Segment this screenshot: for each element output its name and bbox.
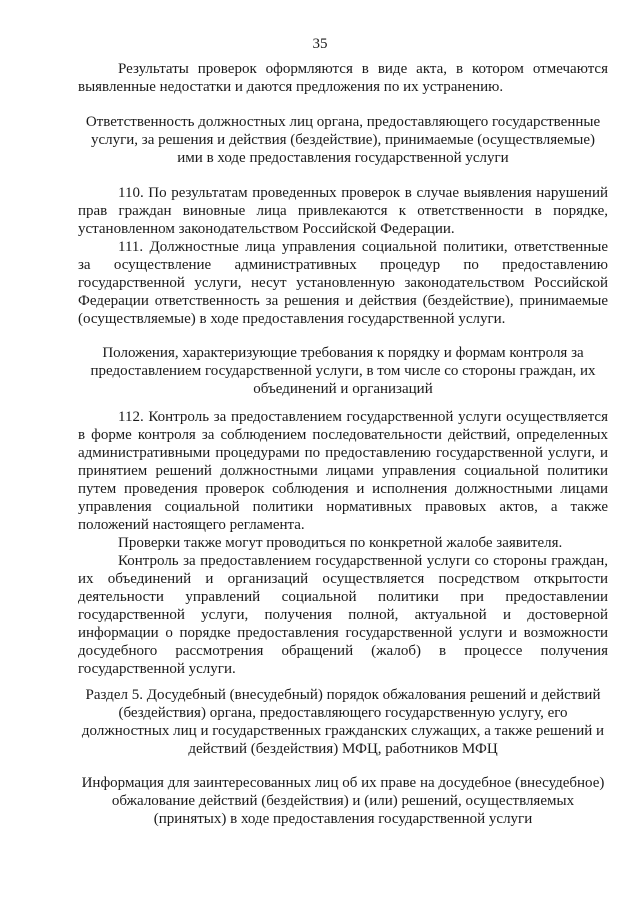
paragraph-112-section xyxy=(78,408,608,678)
paragraph-checks: Проверки также могут проводиться по конкретной жалобе заявителя. xyxy=(118,535,563,551)
provisions-section xyxy=(78,344,608,398)
paragraph-results: Результаты проверок оформляются в виде акта, в котором отмечаются выявленные недостатки и даются предложения по их устранению. xyxy=(78,61,608,95)
heading-provisions: Положения, характеризующие требования к порядку и формам контроля за предоставлением государственной услуги, в том числе со стороны граждан, их объединений и организаций xyxy=(90,345,596,397)
paragraph-control: Контроль за предоставлением государственной услуги со стороны граждан, их объединений и организаций осуществляется посредством открытости деятельности управлений социальной политики при предоставлении государственной услуги, получения полной, актуальной и достоверной информации о порядке предоставления государственной услуги и возможности досудебного рассмотрения обращений (жалоб) в процессе получения государственной услуги. xyxy=(78,553,608,677)
heading-section-5: Раздел 5. Досудебный (внесудебный) порядок обжалования решений и действий (бездействия) органа, предоставляющего государственную услугу, его должностных лиц и государственных гражданских служащих, а также решений и действий (бездействия) МФЦ, работников МФЦ xyxy=(81,687,605,757)
heading-info: Информация для заинтересованных лиц об их праве на досудебное (внесудебное) обжалование действий (бездействия) и (или) решений, осуществляемых (принятых) в ходе предоставления государственной услуги xyxy=(81,775,605,827)
results-section xyxy=(78,60,608,96)
paragraph-111: 111. Должностные лица управления социальной политики, ответственные за осуществление административных процедур по предоставлению государственной услуги, несут установленную законодательством Российской Федерации ответственность за решения и действия (бездействие), принимаемые (осуществляемые) в ходе предоставления государственной услуги. xyxy=(78,239,608,327)
paragraphs-110-111 xyxy=(78,184,608,328)
page-number: 35 xyxy=(312,36,328,52)
section-5 xyxy=(78,686,608,758)
paragraph-110: 110. По результатам проведенных проверок в случае выявления нарушений прав граждан виновные лица привлекаются к ответственности в порядке, установленном законодательством Российской Федерации. xyxy=(78,185,608,237)
info-section xyxy=(78,774,608,828)
heading-responsibility: Ответственность должностных лиц органа, предоставляющего государственные услуги, за решения и действия (бездействие), принимаемые (осуществляемые) ими в ходе предоставления государственной услуги xyxy=(85,114,601,166)
responsibility-section xyxy=(78,113,608,167)
paragraph-112: 112. Контроль за предоставлением государственной услуги осуществляется в форме контроля за соблюдением последовательности действий, определенных административными процедурами по предоставлению государственной услуги, и принятием решений должностными лицами управления социальной политики путем проведения проверок соблюдения и исполнения должностными лицами управления социальной политики нормативных правовых актов, а также положений настоящего регламента. xyxy=(78,409,608,533)
